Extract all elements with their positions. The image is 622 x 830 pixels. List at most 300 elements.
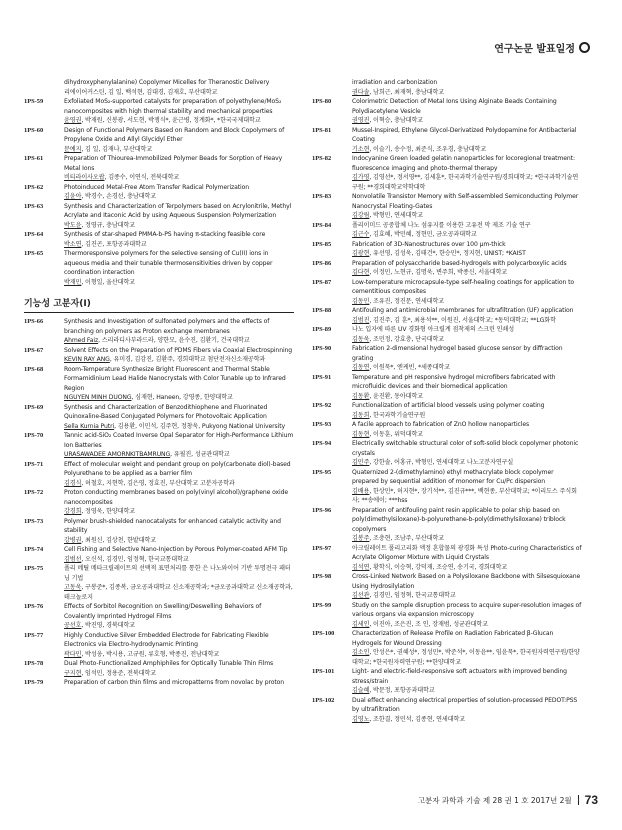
entry-body <box>64 545 294 564</box>
entry-title: 아크릴레이트 폴리고리화 액정 혼합물의 광경화 특성 Photo-curing Characteristics of Acrylate Oligomer Mixture with Liquid Crystals <box>352 544 582 561</box>
abstract-entry <box>24 517 294 546</box>
entry-body <box>352 97 582 126</box>
abstract-entry <box>24 602 294 631</box>
footer-divider <box>578 795 579 805</box>
co-authors: , 이슬기, 송수정, 최준식, 조우경, 충남대학교 <box>369 145 487 153</box>
co-authors: , 심재현, Haneen, 강영종, 한양대학교 <box>131 394 233 401</box>
entry-id: 1PS-91 <box>312 373 332 381</box>
abstract-entry <box>24 126 294 155</box>
entry-title: Solvent Effects on the Preparation of PDMS Fibers via Coaxial Electrospinning <box>64 346 293 354</box>
entry-id: 1PS-102 <box>312 696 335 704</box>
presenting-author: 김가영 <box>352 174 370 181</box>
abstract-entry <box>312 544 582 573</box>
presenting-author: Ahmed Faiz <box>64 337 99 344</box>
abstract-entry <box>312 572 582 601</box>
abstract-entry <box>312 221 582 240</box>
co-authors: , 조민정, 강효충, 단국대학교 <box>369 335 445 343</box>
entry-body <box>64 517 294 546</box>
entry-id: 1PS-73 <box>24 517 44 525</box>
abstract-entry <box>24 365 294 403</box>
left-column <box>24 78 294 688</box>
presenting-author: 김동욱 <box>352 335 370 343</box>
presenting-author: 고동욱 <box>64 584 82 591</box>
entry-authors <box>352 363 582 373</box>
entry-authors <box>352 563 582 573</box>
presenting-author: 김석연 <box>352 563 370 571</box>
entry-title: Characterization of Release Profile on Radiation Fabricated β-Glucan Hydrogels for Wound Dressing <box>352 630 554 647</box>
co-authors: , 조충현, 조남주, 부산대학교 <box>369 535 445 542</box>
entry-authors <box>352 591 582 601</box>
presenting-author: 강경희 <box>64 508 82 515</box>
entry-id: 1PS-64 <box>24 231 44 238</box>
presenting-author: 구지현 <box>64 669 82 677</box>
co-authors: , 정영규, 충남대학교 <box>81 221 136 229</box>
entry-id: 1PS-83 <box>312 193 332 200</box>
abstract-entry <box>312 78 582 97</box>
entry-id: 1PS-99 <box>312 601 332 609</box>
entry-title: Room-Temperature Synthesize Bright Fluorescent and Thermal Stable Formamidinium Lead Halide Nanocrystals with Color Tunable up to Infrared Region <box>64 365 286 392</box>
entry-id: 1PS-81 <box>312 126 332 134</box>
entry-authors <box>64 393 294 403</box>
presenting-author: 김슬혜 <box>352 687 370 694</box>
entry-title: Quaternized 2-(dimethylamino) ethyl methacrylate block copolymer prepared by sequential addition of monomer for Cu/Pc dispersion <box>352 468 554 485</box>
entry-authors <box>64 621 294 631</box>
presenting-author: URASAWADEE AMORNKITBAMRUNG <box>64 451 171 458</box>
entry-id: 1PS-90 <box>312 345 332 352</box>
entry-title: Synthesis and Characterization of Benzodithiophene and Fluorinated Quinoxaline-Based Conjugated Polymers for Photovoltaic Application <box>64 403 268 420</box>
abstract-entry <box>24 488 294 517</box>
abstract-entry <box>24 202 294 231</box>
presenting-author: 김근수 <box>352 231 370 238</box>
entry-title: irradiation and carbonization <box>352 79 438 86</box>
co-authors: , 윤진환, 동아대학교 <box>369 392 424 400</box>
entry-id: 1PS-66 <box>24 318 44 325</box>
entry-authors <box>352 411 582 421</box>
entry-id: 1PS-94 <box>312 440 332 447</box>
entry-title: Effect of molecular weight and pendant group on poly(carbonate diol)-based Polyurethane to be applied as a barrier film <box>64 460 291 477</box>
co-authors: , 박진영, 경북대학교 <box>81 622 136 629</box>
abstract-entry <box>312 240 582 259</box>
entry-body <box>352 278 582 307</box>
co-authors: , 정영욱, 한양대학교 <box>81 508 136 515</box>
entry-body <box>352 439 582 468</box>
entry-authors <box>64 221 294 231</box>
entry-authors <box>64 479 294 489</box>
entry-title: Electrically switchable structural color of soft-solid block copolymer photonic crystals <box>352 440 579 457</box>
presenting-author: NGUYEN MINH DUONG <box>64 394 132 401</box>
co-authors: , 유선영, 김성욱, 김태건*, 한승민*, 정지현, UNIST; *KAIST <box>369 250 526 257</box>
presenting-author: 기소현 <box>352 145 370 153</box>
entry-authors <box>352 230 582 240</box>
entry-title: A facile approach to fabrication of ZnO hollow nanoparticles <box>352 421 530 428</box>
entry-title: Fabrication of 3D-Nanostructures over 100 μm-thick <box>352 240 506 248</box>
entry-body <box>64 564 294 602</box>
entry-body <box>352 401 582 420</box>
presenting-author: 김민주 <box>352 459 370 466</box>
entry-title: Nonvolatile Transistor Memory with Self-assembled Semiconducting Polymer Nanocrystal Floating-Gates <box>352 193 579 210</box>
entry-title: Preparation of antifouling paint resin applicable to polar ship based on poly(dimethylsiloxane)-b-polyurethane-b-poly(dimethylsiloxane) triblock copolymers <box>352 506 566 533</box>
entry-title: Dual effect enhancing electrical properties of solution-processed PEDOT:PSS by ultrafiltration <box>352 696 578 713</box>
entry-authors <box>64 278 294 288</box>
entry-id: 1PS-78 <box>24 660 44 667</box>
co-authors: , 이정민, 노현규, 김명욱, 변주희, 박종신, 서울대학교 <box>369 269 508 276</box>
entry-id <box>312 78 352 97</box>
entry-authors <box>352 648 582 667</box>
entry-body <box>64 678 294 688</box>
presenting-author: 권다솔 <box>352 88 370 96</box>
entry-body <box>64 126 294 155</box>
abstract-entry <box>312 154 582 192</box>
abstract-entry <box>312 439 582 468</box>
co-authors: , 김진곤, 포항공과대학교 <box>81 240 147 248</box>
entry-authors <box>352 392 582 402</box>
entry-authors <box>352 211 582 221</box>
entry-id: 1PS-67 <box>24 346 44 354</box>
presenting-author: 박재민 <box>64 278 82 286</box>
entry-body <box>64 183 294 202</box>
co-authors: , 이진아, 조은진, 조 인, 장재범, 성균관대학교 <box>369 620 488 628</box>
entry-body <box>352 325 582 344</box>
co-authors: , 한국과학기술연구원 <box>369 411 426 419</box>
entry-body <box>352 506 582 544</box>
entry-authors <box>352 173 582 192</box>
co-authors: , 박경수, 손경선, 충남대학교 <box>81 193 157 200</box>
entry-id: 1PS-101 <box>312 668 335 675</box>
abstract-entry <box>24 183 294 202</box>
co-authors: 리에이어커스틴, 김 일, 백석현, 김대경, 김재호, 부산대학교 <box>64 88 218 96</box>
co-authors: , 박형민, 연세대학교 <box>369 212 424 219</box>
journal-info: 고분자 과학과 기술 제 28 권 1 호 2017년 2월 <box>417 795 572 805</box>
presenting-author: 윤영권 <box>64 117 82 124</box>
entry-body <box>64 460 294 489</box>
entry-body <box>64 631 294 660</box>
entry-body <box>64 488 294 517</box>
entry-id <box>24 78 64 97</box>
entry-authors <box>64 145 294 155</box>
presenting-author: 김봉주 <box>352 535 370 542</box>
entry-id: 1PS-63 <box>24 202 44 210</box>
presenting-author: 박도윤 <box>64 221 82 229</box>
entry-id: 1PS-86 <box>312 259 332 267</box>
entry-body <box>64 365 294 403</box>
entry-id: 1PS-70 <box>24 432 44 439</box>
entry-authors <box>352 116 582 126</box>
entry-id: 1PS-69 <box>24 403 44 411</box>
co-authors: , 이혁승, 충남대학교 <box>369 117 424 124</box>
abstract-entry <box>24 403 294 432</box>
entry-title: Exfoliated MoS₂-supported catalysts for preparation of polyethylene/MoS₂ nanocomposites with high thermal stability and mechanical properties <box>64 98 282 115</box>
entry-authors <box>352 88 582 98</box>
entry-id: 1PS-75 <box>24 565 44 572</box>
abstract-entry <box>312 373 582 402</box>
entry-title: 폴리이미드 공중합체 나노 섬유지를 이용한 고유전 막 제조 기술 연구 <box>352 221 531 229</box>
entry-authors <box>352 145 582 155</box>
entry-id: 1PS-97 <box>312 544 332 552</box>
entry-body <box>64 249 294 287</box>
presenting-author: Sella Kurnia Putri <box>64 422 115 430</box>
abstract-entry <box>24 78 294 97</box>
presenting-author: 공선호 <box>64 622 82 629</box>
entry-title: Polymer brush-shielded nanocatalysts for enhanced catalytic activity and stability <box>64 517 281 534</box>
entry-title: Synthesis of star-shaped PMMA-b-PS having π-stacking feasible core <box>64 231 266 238</box>
entry-id: 1PS-93 <box>312 421 332 428</box>
presenting-author: 김범선 <box>64 555 82 563</box>
presenting-author: 김배용 <box>352 487 370 495</box>
entry-body <box>352 544 582 573</box>
entry-body <box>64 317 294 346</box>
presenting-author: 비티라이사오팝 <box>64 174 105 181</box>
entry-id: 1PS-76 <box>24 603 44 610</box>
abstract-entry <box>24 678 294 688</box>
entry-id: 1PS-84 <box>312 221 332 229</box>
entry-title: Synthesis and Characterization of Terpolymers based on Acrylonitrile, Methyl Acrylate and Itaconic Acid by using Aqueous Suspension Polymerization <box>64 202 292 219</box>
entry-title: Temperature and pH responsive hydrogel microfibers fabricated with microfluidic devices and their biomedical application <box>352 373 556 390</box>
abstract-entry <box>312 506 582 544</box>
entry-id: 1PS-68 <box>24 365 44 373</box>
abstract-entry <box>24 545 294 564</box>
entry-body <box>64 202 294 231</box>
co-authors: , 김 일, 김재나, 부산대학교 <box>81 145 153 153</box>
co-authors: , 한상민*, 허지현*, 장기석**, 김진규***, 백현종, 부산대학교; *이리도스 주식회사; **송에이; ***hss <box>352 487 577 504</box>
presenting-author: 김세인 <box>352 620 370 628</box>
entry-id: 1PS-85 <box>312 240 332 248</box>
left-section-list <box>24 317 294 688</box>
entry-id: 1PS-60 <box>24 126 44 134</box>
entry-body <box>352 221 582 240</box>
abstract-entry <box>312 97 582 126</box>
entry-authors <box>352 620 582 630</box>
co-authors: , 김효혜, 박민혜, 정현민, 금오공과대학교 <box>369 231 477 238</box>
abstract-entry <box>24 317 294 346</box>
abstract-entry <box>312 278 582 307</box>
entry-body <box>352 259 582 278</box>
abstract-entry <box>24 249 294 287</box>
entry-id: 1PS-88 <box>312 307 332 314</box>
presenting-author: 김동희 <box>352 411 370 419</box>
entry-id: 1PS-98 <box>312 573 332 580</box>
presenting-author: 김윤아 <box>64 193 82 200</box>
entry-authors <box>64 555 294 565</box>
presenting-author: 김동현 <box>352 430 370 438</box>
entry-body <box>64 659 294 678</box>
entry-id: 1PS-71 <box>24 460 44 468</box>
presenting-author: 김다현 <box>352 269 370 276</box>
presenting-author: 김경식 <box>64 479 82 487</box>
abstract-entry <box>24 97 294 126</box>
co-authors: , 김영선*, 정서영**, 김세훈*, 한국과학기술연구원/경희대학교; *한국과학기술연구원; **경희대학교약학대학 <box>352 174 579 191</box>
entry-authors <box>352 686 582 696</box>
entry-title: Mussel-Inspired, Ethylene Glycol-Derivatized Polydopamine for Antibacterial Coating <box>352 126 577 143</box>
presenting-author: KEVIN RAY ANG <box>64 356 110 363</box>
entry-authors <box>64 355 294 365</box>
co-authors: , 최원신, 김상천, 한밭대학교 <box>81 536 157 544</box>
entry-title: Light- and electric-field-responsive soft actuators with improved bending stress/strain <box>352 668 567 685</box>
abstract-entry <box>312 126 582 155</box>
entry-body <box>352 601 582 630</box>
entry-id: 1PS-92 <box>312 402 332 409</box>
entry-authors <box>352 249 582 259</box>
co-authors: , 유필진, 성균관대학교 <box>170 451 230 458</box>
co-authors: , 조유진, 정진문, 연세대학교 <box>369 297 445 305</box>
co-authors: , 강한솔, 어홍규, 박형민, 연세대학교 나노고분자연구실 <box>369 459 514 466</box>
presenting-author: 김동환 <box>352 392 370 400</box>
entry-body <box>352 306 582 325</box>
entry-body <box>352 696 582 725</box>
entry-body <box>64 230 294 249</box>
entry-body <box>64 97 294 126</box>
entry-id: 1PS-89 <box>312 326 332 333</box>
entry-id: 1PS-72 <box>24 489 44 496</box>
entry-body <box>352 78 582 97</box>
entry-body <box>352 344 582 373</box>
entry-authors <box>352 297 582 307</box>
left-top-list <box>24 78 294 287</box>
entry-id: 1PS-62 <box>24 183 44 191</box>
section-heading: 기능성 고분자(I) <box>24 296 294 313</box>
co-authors: , 박재원, 신봉광, 서도현, 박쟁식*, 윤근병, 정계화*, *한국국제대학교 <box>81 117 261 124</box>
entry-authors <box>352 487 582 506</box>
co-authors: , 허철호, 지현학, 김은영, 정효진, 부산대학교 고분자공학과 <box>81 479 235 487</box>
entry-body <box>64 602 294 631</box>
entry-title: Highly Conductive Silver Embedded Electrode for Fabricating Flexible Electronics via Electro-hydrodynamic Printing <box>64 631 269 648</box>
entry-title: Photoinduced Metal-Free Atom Transfer Radical Polymerization <box>64 183 250 191</box>
entry-body <box>352 154 582 192</box>
entry-id: 1PS-82 <box>312 155 332 162</box>
entry-body <box>352 667 582 696</box>
entry-authors <box>64 450 294 460</box>
entry-title: Functionalization of artificial blood vessels using polymer coating <box>352 402 545 409</box>
presenting-author: 김동민 <box>352 297 370 305</box>
entry-authors <box>64 650 294 660</box>
abstract-entry <box>24 631 294 660</box>
presenting-author: 박소연 <box>64 240 82 248</box>
entry-title: Indocyanine Green loaded gelatin nanoparticles for locoregional treatment: fluorescence imaging and photo-thermal therapy <box>352 155 575 172</box>
presenting-author: 김강림 <box>352 212 370 219</box>
entry-authors <box>352 430 582 440</box>
entry-body <box>352 468 582 506</box>
co-authors: , 구봉준*, 김종복, 금오공과대학교 신소재공학과; *금오공과대학교 신소재공학과, 테크놀로지 <box>64 584 293 601</box>
entry-id: 1PS-95 <box>312 468 332 476</box>
co-authors: , 조한결, 정민석, 김종현, 연세대학교 <box>369 715 466 723</box>
entry-body <box>352 629 582 667</box>
entry-title: Cell Fishing and Selective Nano-Injection by Porous Polymer-coated AFM Tip <box>64 546 288 553</box>
entry-authors <box>64 669 294 679</box>
entry-id: 1PS-87 <box>312 278 332 286</box>
abstract-entry <box>24 460 294 489</box>
entry-title: Fabrication 2-dimensional hydrogel based glucose sensor by diffraction grating <box>352 345 563 362</box>
right-column <box>312 78 582 724</box>
co-authors: , 임석민, 정용준, 전북대학교 <box>81 669 157 677</box>
entry-id: 1PS-74 <box>24 546 44 553</box>
entry-title: Cross-Linked Network Based on a Polysiloxane Backbone with Silsesquioxane Using Hydrosilylation <box>352 573 581 590</box>
entry-title: Synthesis and Investigation of sulfonated polymers and the effects of branching on polymers as Proton exchange membranes <box>64 318 270 335</box>
abstract-entry <box>312 667 582 696</box>
entry-title: Thermoresponsive polymers for the selective sensing of Cu(II) ions in aqueous media and their tunable thermosensitivities driven by copper coordination interaction <box>64 250 273 276</box>
abstract-entry <box>24 154 294 183</box>
abstract-entry <box>312 344 582 373</box>
abstract-entry <box>312 306 582 325</box>
entry-authors <box>352 534 582 544</box>
entry-authors <box>64 173 294 183</box>
abstract-entry <box>312 325 582 344</box>
abstract-entry <box>24 659 294 678</box>
entry-id: 1PS-59 <box>24 98 44 105</box>
co-authors: , 남희근, 최재혁, 충남대학교 <box>369 88 445 96</box>
entry-body <box>352 420 582 439</box>
entry-body <box>352 373 582 402</box>
presenting-author: 곽다민 <box>64 650 82 658</box>
abstract-entry <box>24 346 294 365</box>
entry-body <box>352 240 582 259</box>
abstract-entry <box>24 564 294 602</box>
abstract-entry <box>312 601 582 630</box>
co-authors: , 김용환, 이민석, 김주현, 정창욱, Pukyong National University <box>114 422 285 430</box>
entry-title: dihydroxyphenylalanine) Copolymer Micelles for Theranostic Delivery <box>64 79 270 86</box>
entry-id: 1PS-96 <box>312 506 332 514</box>
entry-title: Proton conducting membranes based on poly(vinyl alcohol)/graphene oxide nanocomposites <box>64 489 289 506</box>
entry-authors <box>64 336 294 346</box>
presenting-author: 김동연 <box>352 364 370 371</box>
co-authors: , 박문정, 포항공과대학교 <box>369 687 435 694</box>
entry-title: Preparation of carbon thin films and micropatterns from novolac by proton <box>64 679 285 686</box>
entry-authors <box>352 458 582 468</box>
circle-bullet-icon <box>579 42 590 53</box>
presenting-author: 권영진 <box>352 117 370 124</box>
co-authors: , 유미경, 김감진, 김환주, 경희대학교 첨단전자신소재공학과 <box>109 356 266 363</box>
entry-authors <box>64 116 294 126</box>
co-authors: , 황학식, 이승혁, 강덕재, 조승연, 송기국, 경희대학교 <box>369 563 508 571</box>
page-footer <box>300 792 598 808</box>
abstract-entry <box>312 629 582 667</box>
co-authors: , 오신석, 김경민, 임정혁, 한국교통대학교 <box>81 555 189 563</box>
co-authors: , 김경민, 임정혁, 한국교통대학교 <box>369 592 456 599</box>
abstract-entry <box>312 420 582 439</box>
entry-id: 1PS-77 <box>24 631 44 639</box>
entry-body <box>64 431 294 460</box>
entry-authors <box>64 536 294 546</box>
presenting-author: 강병권 <box>64 536 82 544</box>
entry-title: Tannic acid-SiO₂ Coated Inverse Opal Separator for High-Performance Lithium Ion Batteries <box>64 432 294 449</box>
co-authors: , 안성은*, 권혜성*, 정성민*, 박준석*, 이동윤**, 임윤묵*, 한국원자력연구원/한양대학교; *한국원자력연구원; **한양대학교 <box>352 649 580 666</box>
presenting-author: 문예지 <box>64 145 82 153</box>
entry-title: Low-temperature microcapsule-type self-healing coatings for application to cementitious composites <box>352 278 575 295</box>
entry-title: Antifouling and antimicrobial membranes for ultrafiltration (UF) application <box>352 307 574 314</box>
abstract-entry <box>312 696 582 725</box>
co-authors: , 김진주, 김 훈*, 최용석**, 이원진, 서울대학교; *동덕대학교; **LG화학 <box>369 316 556 324</box>
entry-body <box>64 154 294 183</box>
entry-body <box>64 403 294 432</box>
entry-id: 1PS-100 <box>312 630 335 637</box>
presenting-author: 김광현 <box>352 250 370 257</box>
page-header <box>494 40 590 55</box>
entry-authors <box>352 268 582 278</box>
entry-title: Study on the sample disruption process to acquire super-resolution images of various organs via expansion microscopy <box>352 601 582 618</box>
entry-authors <box>352 335 582 345</box>
page-number: 73 <box>584 793 598 807</box>
abstract-entry <box>24 230 294 249</box>
entry-title: Colorimetric Detection of Metal Ions Using Alginate Beads Containing Polydiacetylene Vesicle <box>352 98 557 115</box>
co-authors: , 이원묵*, 엔케빈, *세종대학교 <box>369 364 450 371</box>
entry-id: 1PS-79 <box>24 679 44 686</box>
entry-body <box>352 572 582 601</box>
entry-authors <box>64 240 294 250</box>
entry-title: Preparation of Thiourea-Immobilized Polymer Beads for Sorption of Heavy Metal Ions <box>64 155 283 172</box>
entry-body <box>64 78 294 97</box>
entry-title: Preparation of polysaccharide based-hydrogels with polycarboxylic acids <box>352 259 567 267</box>
co-authors: , 이형일, 울산대학교 <box>81 278 136 286</box>
co-authors: , 이동훈, 위덕대학교 <box>369 430 424 438</box>
entry-authors <box>64 88 294 98</box>
